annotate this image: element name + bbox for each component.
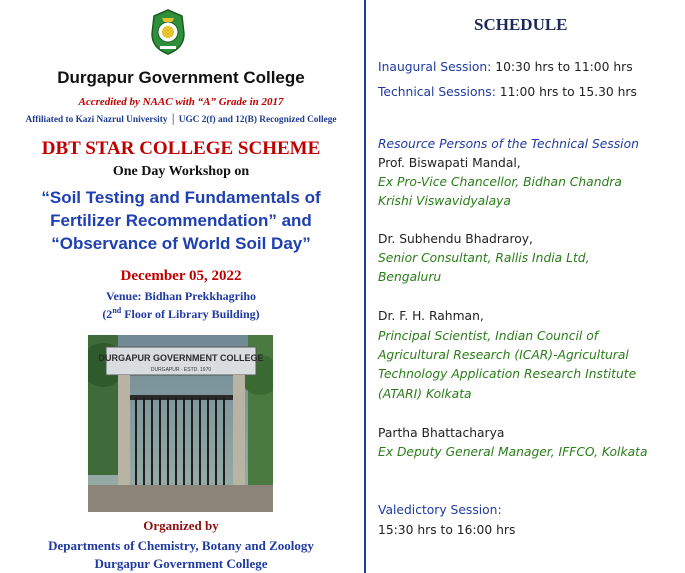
workshop-type: One Day Workshop on — [112, 164, 250, 179]
person-name: Dr. Subhendu Bhadraroy, — [378, 232, 533, 246]
technical-sessions — [378, 83, 637, 102]
person-designation: Senior Consultant, Rallis India Ltd, — [378, 251, 590, 265]
person-designation: Ex Pro-Vice Chancellor, Bidhan Chandra — [378, 175, 622, 189]
venue-floor — [0, 306, 362, 322]
workshop-title-line-3: “Observance of World Soil Day” — [51, 234, 311, 253]
valedictory-label: Valedictory Session: — [378, 503, 502, 517]
person-affiliation: Technology Application Research Institute — [378, 367, 637, 381]
workshop-title-line-2: Fertilizer Recommendation” and — [50, 211, 312, 230]
person-designation: Principal Scientist, Indian Council of — [378, 329, 599, 343]
workshop-title-line-1: “Soil Testing and Fundamentals of — [41, 188, 321, 207]
college-gate-photo — [88, 335, 273, 512]
venue-text: Venue: Bidhan Prekkhagriho — [105, 289, 257, 303]
college-name: Durgapur Government College — [57, 68, 305, 87]
person-name: Prof. Biswapati Mandal, — [378, 156, 521, 170]
person-affiliation: Krishi Viswavidyalaya — [378, 194, 511, 208]
venue-floor-sup: nd — [112, 306, 122, 315]
accreditation-text: Accredited by NAAC with “A” Grade in 2017 — [78, 96, 284, 108]
government-emblem-logo — [148, 8, 188, 56]
scheme-title: DBT STAR COLLEGE SCHEME — [41, 138, 321, 159]
person-name: Dr. F. H. Rahman, — [378, 309, 484, 323]
vertical-divider — [364, 0, 366, 573]
organized-by-label: Organized by — [143, 518, 219, 533]
schedule-panel — [378, 0, 678, 573]
valedictory-time: 15:30 hrs to 16:00 hrs — [378, 523, 516, 537]
organizing-departments: Departments of Chemistry, Botany and Zoology — [48, 538, 314, 553]
workshop-title — [0, 186, 362, 255]
inaugural-session — [378, 58, 633, 77]
event-date: December 05, 2022 — [120, 268, 242, 284]
affiliation-text: Affiliated to Kazi Nazrul University │ UGC 2(f) and 12(B) Recognized College — [25, 115, 337, 125]
resource-persons-heading: Resource Persons of the Technical Session — [378, 137, 639, 151]
inaugural-time: 10:30 hrs to 11:00 hrs — [495, 60, 633, 74]
technical-label: Technical Sessions: — [378, 85, 500, 99]
venue-floor-prefix: (2 — [102, 307, 113, 321]
gate-sign-text: DURGAPUR GOVERNMENT COLLEGE — [98, 353, 264, 363]
person-name: Partha Bhattacharya — [378, 426, 505, 440]
inaugural-label: Inaugural Session: — [378, 60, 496, 74]
schedule-heading: SCHEDULE — [474, 15, 568, 34]
person-affiliation: Agricultural Research (ICAR)-Agricultural — [378, 348, 629, 362]
person-affiliation: Bengaluru — [378, 270, 442, 284]
venue-floor-suffix: Floor of Library Building) — [121, 307, 260, 321]
person-affiliation: (ATARI) Kolkata — [378, 387, 472, 401]
gate-sign-subtext: DURGAPUR · ESTD. 1970 — [150, 367, 212, 373]
organizing-college: Durgapur Government College — [94, 556, 268, 571]
technical-time: 11:00 hrs to 15.30 hrs — [499, 85, 637, 99]
person-designation: Ex Deputy General Manager, IFFCO, Kolkata — [378, 445, 648, 459]
